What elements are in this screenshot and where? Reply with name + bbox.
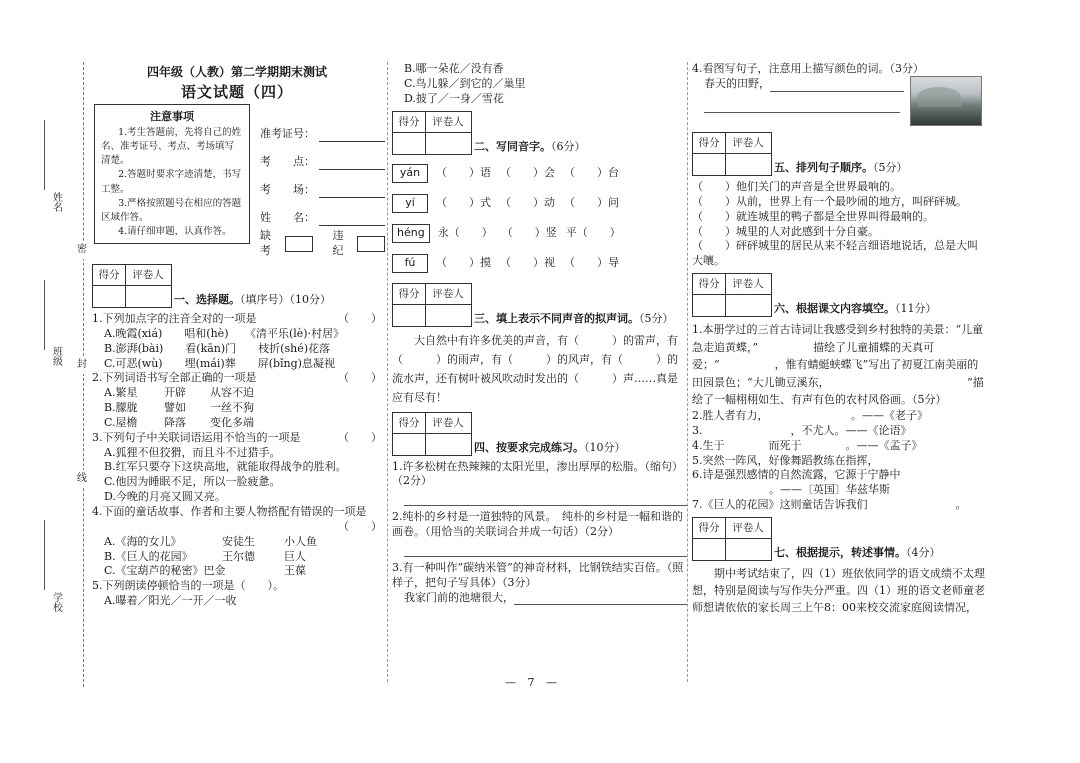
section-1-title: 一、选择题。 — [174, 293, 240, 307]
school-field-line — [44, 520, 45, 590]
absent-box[interactable] — [285, 236, 313, 252]
order-item[interactable]: （ ）砰砰城里的居民从来不轻言细语地说话，总是大叫大嚷。 — [692, 239, 978, 268]
section-5-note: （5分） — [873, 161, 908, 175]
option: C.可恶(wù) 埋(mái)葬 屏(bǐng)息凝视 — [104, 356, 335, 370]
notice-item: 2.答题时要求字迹清楚，书写工整。 — [101, 169, 242, 195]
section-3-note: （5分） — [639, 311, 674, 325]
question: 1.许多松树在热辣辣的太阳光里，渗出厚厚的松脂。（缩句）（2分） — [392, 459, 683, 488]
blank-item[interactable]: （ ）语 — [436, 166, 491, 180]
grader-header: 评卷人 — [732, 137, 764, 149]
score-header: 得分 — [93, 265, 126, 285]
class-label: 班级 — [50, 346, 62, 366]
section-1 — [92, 260, 382, 609]
option-part: B.《巨人的花园》 — [104, 549, 193, 563]
answer-paren[interactable]: （ ） — [338, 519, 382, 533]
name-field-line — [44, 120, 45, 190]
notice-item: 4.请仔细审题，认真作答。 — [118, 226, 232, 238]
grader-header: 评卷人 — [432, 115, 464, 128]
option: B.澎湃(bài) 看(kān)门 枝折(shé)花落 — [104, 341, 330, 355]
grader-header: 评卷人 — [132, 269, 164, 281]
seal-char-xian: 线 — [77, 470, 87, 488]
absent-label: 缺考 — [260, 229, 271, 257]
order-item[interactable]: （ ）从前，世界上有一个最吵闹的地方，叫砰砰城。 — [692, 194, 967, 208]
score-box — [692, 273, 772, 317]
score-box — [392, 283, 472, 327]
question: 3.有一种叫作“碳纳米管”的神奇材料，比钢铁结实百倍。（照样子，把句子写具体）（3分） — [392, 560, 684, 589]
blank-item[interactable]: （ ）视 — [500, 256, 555, 270]
score-box — [692, 517, 772, 561]
question: 3.下列句子中关联词语运用不恰当的一项是 — [92, 430, 301, 444]
option: A.曝着／阳光／一开／一收 — [104, 594, 237, 608]
room-field[interactable] — [319, 183, 385, 198]
answer-line[interactable] — [770, 77, 904, 92]
option-part: 一丝不狗 — [210, 401, 254, 415]
answer-line[interactable] — [514, 591, 687, 606]
column-1 — [92, 62, 382, 608]
option-part: 从容不迫 — [210, 386, 254, 400]
pinyin-row — [392, 189, 687, 219]
notice-title: 注意事项 — [150, 110, 194, 123]
notice-item: 1.考生答题前，先将自己的姓名、准考证号、考点、考场填写清楚。 — [101, 126, 242, 166]
pinyin-box: yí — [392, 194, 428, 213]
onomatopoeia-paragraph: 大自然中有许多优美的声音，有（ ）的雷声，有（ ）的雨声，有（ ）的风声，有（ ）的流水声，还有树叶被风吹动时发出的（ ）声……真是应有尽有！ — [392, 333, 678, 405]
blank-item[interactable]: （ ）会 — [500, 166, 555, 180]
section-4-title: 四、按要求完成练习。 — [474, 440, 584, 454]
option: A.晚霞(xiá) 唱和(hè) 《清平乐(lè)·村居》 — [104, 326, 345, 340]
section-6-note: （11分） — [895, 302, 937, 316]
section-2-note: （6分） — [551, 139, 586, 153]
question: 4.下面的童话故事、作者和主要人物搭配有错误的一项是 — [92, 504, 367, 518]
option: B.哪一朵花／没有香 — [404, 62, 504, 75]
score-box — [392, 111, 472, 155]
order-item[interactable]: （ ）城里的人对此感到十分自豪。 — [692, 224, 879, 238]
score-header: 得分 — [693, 274, 726, 294]
fill-question: 4.生于 而死于 。——《孟子》 — [692, 438, 923, 452]
section-5-title: 五、排列句子顺序。 — [774, 161, 873, 175]
fill-question: 5.突然一阵风，好像舞蹈教练在指挥， — [692, 453, 939, 467]
blank-item[interactable]: 平（ ） — [565, 226, 621, 240]
violation-box[interactable] — [357, 236, 385, 252]
notice-item: 3.严格按照题号在相应的答题区域作答。 — [101, 197, 242, 223]
score-box — [392, 412, 472, 456]
fill-question: 3. ，不尤人。——《论语》 — [692, 423, 912, 437]
question: 2.下列词语书写全部正确的一项是 — [92, 371, 257, 385]
option-part: 王葆 — [284, 564, 306, 578]
option-part: A.繁星 — [104, 386, 138, 400]
exam-subtitle: 四年级（人教）第二学期期末测试 — [146, 65, 327, 79]
score-box — [92, 264, 172, 308]
grader-header: 评卷人 — [732, 278, 764, 291]
spring-field-picture — [910, 76, 982, 126]
section-6-title: 六、根据课文内容填空。 — [774, 302, 895, 316]
blank-item[interactable]: （ ）式 — [436, 196, 491, 210]
option-part: 降落 — [164, 415, 186, 429]
grader-header: 评卷人 — [732, 521, 764, 534]
blank-item[interactable]: （ ）台 — [564, 166, 619, 180]
answer-paren[interactable]: （ ） — [338, 371, 382, 385]
section-4-note: （10分） — [584, 440, 626, 454]
section-title — [174, 293, 331, 308]
score-header: 得分 — [693, 133, 726, 153]
exam-title: 语文试题（四） — [180, 83, 293, 102]
violation-label: 违纪 — [332, 229, 344, 257]
answer-paren[interactable]: （ ） — [338, 430, 382, 444]
fill-question: 。——〔英国〕华兹华斯 — [692, 483, 890, 497]
grader-header: 评卷人 — [432, 287, 464, 300]
answer-paren[interactable]: （ ） — [338, 312, 382, 325]
section-7-note: （4分） — [906, 546, 941, 560]
option — [92, 535, 382, 550]
section-7-title: 七、根据提示，转述事情。 — [774, 546, 906, 560]
column-divider-2 — [687, 62, 688, 682]
option-part: C.屋檐 — [104, 415, 138, 429]
fill-question: 1.本册学过的三首古诗词让我感受到乡村独特的美景：“儿童急走追黄蝶， — [692, 323, 984, 354]
blank-item[interactable]: （ ）竖 — [501, 226, 557, 240]
score-header: 得分 — [693, 518, 726, 538]
page-number: — 7 — — [505, 676, 561, 689]
score-header: 得分 — [393, 413, 426, 433]
example-start: 我家门前的池塘很大， — [404, 590, 514, 604]
option — [92, 386, 382, 401]
section-1-note: （填序号）（10分） — [240, 293, 331, 307]
option — [92, 401, 382, 416]
pinyin-box: fú — [392, 254, 428, 273]
fill-question: ” 描绘了儿童捕蝶的天真可爱；“ ，惟有蜻蜓蛱蝶飞”写出了初夏江南美丽的田园景色；“大儿锄豆溪东， — [692, 340, 979, 389]
option-part: B.朦胧 — [104, 401, 138, 415]
answer-line[interactable] — [704, 98, 900, 113]
option-part: A.《海的女儿》 — [104, 534, 182, 548]
blank-item[interactable]: （ ）动 — [500, 196, 555, 210]
option — [92, 564, 382, 579]
retell-prompt: 期中考试结束了，四（1）班依依同学的语文成绩不太理想，特别是阅读与写作失分严重。四（1）班的语文老师童老师想请依依的家长周三上午8：00来校交流家庭阅读情况， — [692, 566, 985, 615]
name-field[interactable] — [319, 211, 385, 226]
option: B.红军只要夺下这块高地，就能取得战争的胜利。 — [104, 460, 347, 474]
question: 5.下列朗读停顿恰当的一项是（ ）。 — [92, 579, 284, 593]
pinyin-row — [392, 249, 687, 279]
fill-in-block — [692, 321, 987, 409]
binding-line — [83, 62, 84, 687]
option-part: 小人鱼 — [284, 534, 317, 548]
room-label: 考 场： — [260, 183, 315, 197]
fill-question: 2.胜人者有力， 。——《老子》 — [692, 409, 928, 423]
grader-header: 评卷人 — [432, 416, 464, 429]
fill-question: 7.《巨人的花园》这则童话告诉我们 。 — [692, 498, 967, 512]
blank-item[interactable]: （ ）导 — [564, 256, 619, 270]
name-label: 姓名 — [50, 192, 62, 212]
option-part: 开辟 — [164, 386, 186, 400]
column-divider-1 — [387, 62, 388, 682]
fill-question: ”描绘了一幅栩栩如生、有声有色的农村风俗画。（5分） — [692, 375, 984, 407]
notice-box — [94, 104, 250, 244]
seal-char-mi: 密 — [77, 241, 87, 259]
score-box — [692, 132, 772, 176]
blank-item[interactable]: （ ）问 — [564, 196, 619, 210]
column-2 — [392, 62, 687, 605]
site-field[interactable] — [319, 155, 385, 170]
blank-item[interactable]: （ ）摸 — [436, 256, 491, 270]
question: 2.纯朴的乡村是一道独特的风景。 纯朴的乡村是一幅和谐的画卷。（用恰当的关联词合并成一句话）（2分） — [392, 510, 683, 539]
order-item[interactable]: （ ）他们关门的声音是全世界最响的。 — [692, 180, 901, 193]
pinyin-box: yán — [392, 164, 428, 183]
answer-line[interactable] — [404, 542, 687, 557]
site-label: 考 点： — [260, 155, 315, 169]
question: 1.下列加点字的注音全对的一项是 — [92, 312, 257, 325]
fill-question: 6.诗是强烈感情的自然流露，它源于宁静中 — [692, 468, 956, 482]
class-field-line — [44, 280, 45, 350]
option — [92, 550, 382, 565]
option: D.披了／一身／雪花 — [404, 91, 504, 105]
question: 4.看图写句子，注意用上描写颜色的词。（3分） — [692, 62, 924, 75]
blank-item[interactable]: 永（ ） — [437, 226, 493, 240]
seal-char-feng: 封 — [77, 356, 87, 374]
option-part: 变化多端 — [210, 415, 254, 429]
option-part: 王尔德 — [222, 549, 255, 563]
score-header: 得分 — [393, 284, 426, 304]
exam-no-field[interactable] — [319, 127, 385, 142]
order-item[interactable]: （ ）就连城里的鸭子都是全世界叫得最响的。 — [692, 209, 934, 223]
section-2-title: 二、写同音字。 — [474, 139, 551, 153]
exam-no-label: 准考证号： — [260, 127, 315, 141]
option: D.今晚的月亮又圆又亮。 — [104, 490, 226, 504]
score-header: 得分 — [393, 112, 426, 132]
sentence-start: 春天的田野， — [704, 76, 770, 90]
answer-line[interactable] — [404, 491, 687, 506]
option-part: 譬如 — [164, 401, 186, 415]
school-label: 学校 — [50, 592, 62, 612]
pinyin-row — [392, 159, 687, 189]
pinyin-row — [392, 219, 687, 249]
pinyin-box: héng — [392, 224, 430, 243]
option: C.他因为睡眠不足，所以一脸疲惫。 — [104, 475, 281, 489]
name-label-info: 姓 名： — [260, 211, 315, 225]
option — [92, 416, 382, 431]
candidate-info — [260, 114, 385, 256]
column-3 — [692, 62, 987, 618]
option-part: 巨人 — [284, 549, 306, 563]
option: C.鸟儿躲／到它的／巢里 — [404, 76, 526, 90]
option-part: C.《宝葫芦的秘密》巴金 — [104, 564, 226, 578]
option-part: 安徒生 — [222, 534, 255, 548]
section-3-title: 三、填上表示不同声音的拟声词。 — [474, 311, 639, 325]
option: A.狐狸不但狡猾，而且斗不过猎手。 — [104, 445, 281, 459]
